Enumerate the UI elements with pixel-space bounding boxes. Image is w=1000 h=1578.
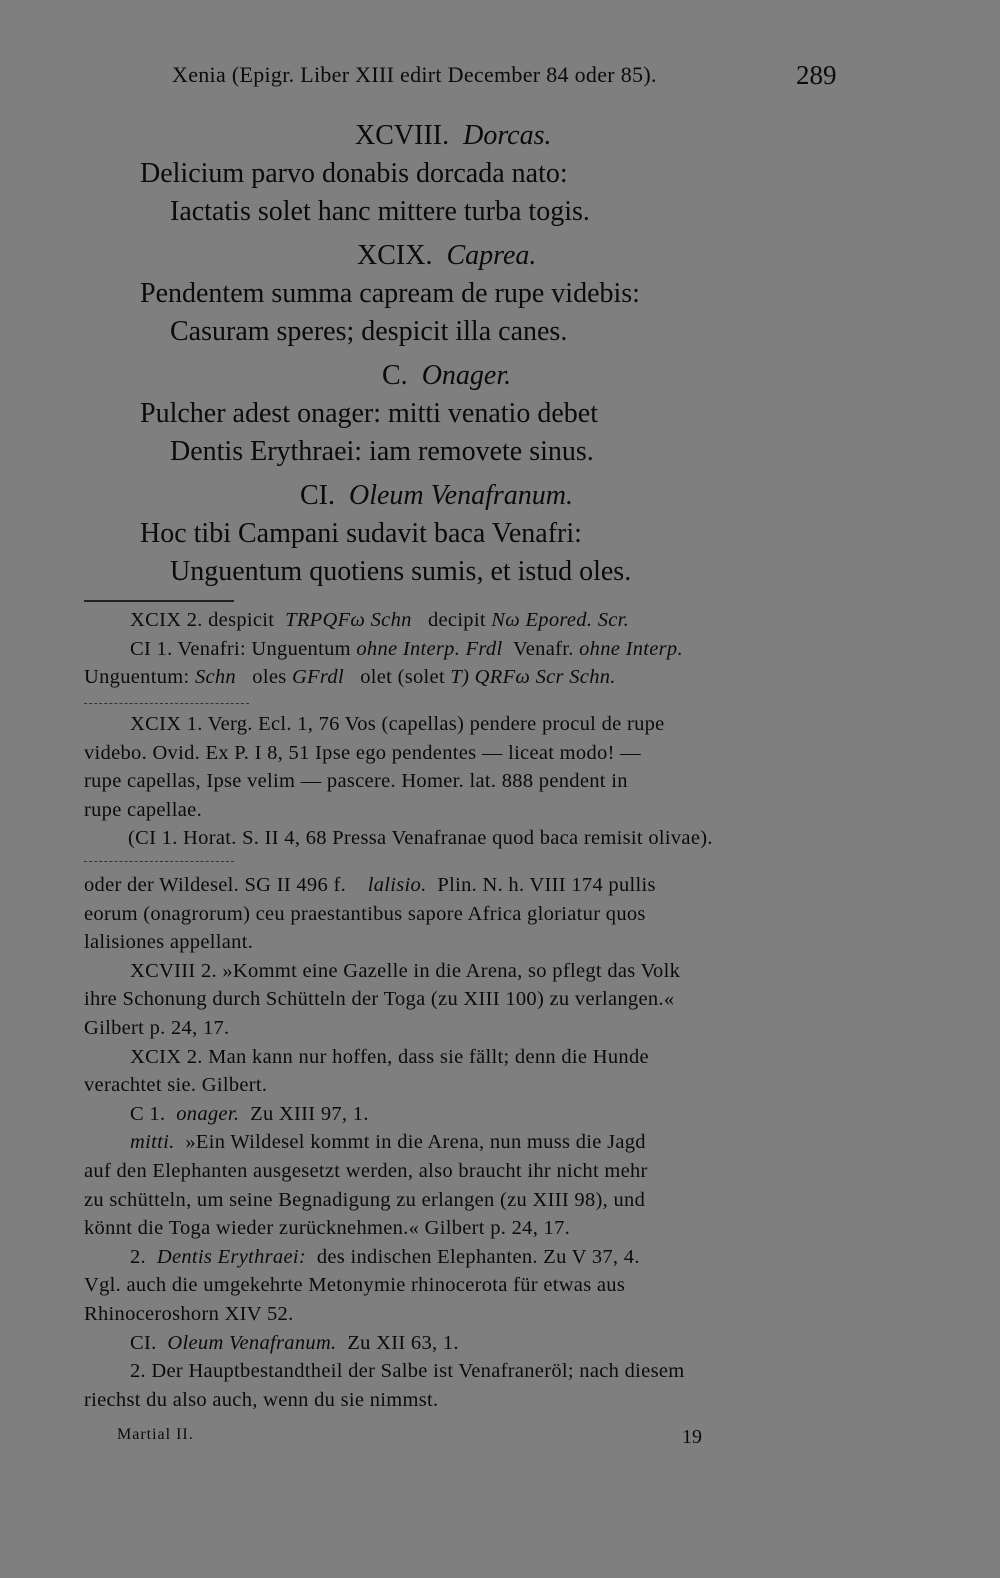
- commentary-line: riechst du also auch, wenn du sie nimmst.: [84, 1388, 439, 1411]
- commentary-line: CI. Oleum Venafranum. Zu XII 63, 1.: [130, 1331, 459, 1354]
- commentary-line: XCVIII 2. »Kommt eine Gazelle in die Arena, so pflegt das Volk: [130, 959, 681, 982]
- epigram-title: Oleum Venafranum.: [349, 480, 573, 511]
- epigram-number: CI.: [300, 480, 335, 511]
- epigram-title: Dorcas.: [463, 120, 552, 151]
- commentary-line: Vgl. auch die umgekehrte Metonymie rhinocerota für etwas aus: [84, 1274, 626, 1297]
- epigram-number: XCIX.: [357, 240, 433, 271]
- apparatus-line: XCIX 2. despicit TRPQFω Schn decipit Nω Epored. Scr.: [130, 609, 630, 631]
- critical-apparatus: [84, 606, 844, 692]
- signature-mark: Martial II.: [117, 1426, 194, 1443]
- epigram-title: Caprea.: [446, 240, 537, 271]
- parallel-passages: [84, 710, 844, 853]
- parallel-line: (CI 1. Horat. S. II 4, 68 Pressa Venafranae quod baca remisit olivae).: [128, 827, 713, 849]
- epigram-heading: [357, 240, 536, 272]
- epigram-number: C.: [382, 360, 408, 391]
- apparatus-line: Unguentum: Schn oles GFrdl olet (solet T) QRFω Scr Schn.: [84, 666, 616, 688]
- epigram-heading: [300, 480, 573, 512]
- verse-line-2: Unguentum quotiens sumis, et istud oles.: [170, 556, 632, 587]
- parallel-line: rupe capellas, Ipse velim — pascere. Homer. lat. 888 pendent in: [84, 770, 628, 792]
- commentary-line: eorum (onagrorum) ceu praestantibus sapore Africa gloriatur quos: [84, 902, 646, 925]
- commentary: [84, 871, 844, 1414]
- running-title: Xenia (Epigr. Liber XIII edirt December 84 oder 85).: [172, 62, 657, 87]
- page-number: 289: [796, 60, 837, 90]
- epigram-heading: [382, 360, 511, 392]
- verse-line-1: Delicium parvo donabis dorcada nato:: [140, 158, 568, 189]
- parallel-line: XCIX 1. Verg. Ecl. 1, 76 Vos (capellas) pendere procul de rupe: [130, 713, 665, 735]
- commentary-line: mitti. »Ein Wildesel kommt in die Arena, nun muss die Jagd: [130, 1131, 646, 1154]
- verse-line-2: Iactatis solet hanc mittere turba togis.: [170, 196, 590, 227]
- commentary-line: Rhinoceroshorn XIV 52.: [84, 1302, 294, 1325]
- commentary-line: Gilbert p. 24, 17.: [84, 1016, 230, 1039]
- epigram-title: Onager.: [421, 360, 512, 391]
- epigram-number: XCVIII.: [355, 120, 450, 151]
- commentary-line: lalisiones appellant.: [84, 931, 254, 954]
- commentary-line: verachtet sie. Gilbert.: [84, 1074, 268, 1097]
- commentary-line: oder der Wildesel. SG II 496 f. lalisio. Plin. N. h. VIII 174 pullis: [84, 874, 656, 896]
- commentary-line: ihre Schonung durch Schütteln der Toga (zu XIII 100) zu verlangen.«: [84, 988, 675, 1011]
- parallels-divider: [84, 703, 249, 704]
- commentary-line: 2. Der Hauptbestandtheil der Salbe ist Venafraneröl; nach diesem: [130, 1360, 685, 1383]
- verse-line-1: Pendentem summa capream de rupe videbis:: [140, 278, 640, 309]
- apparatus-line: CI 1. Venafri: Unguentum ohne Interp. Frdl Venafr. ohne Interp.: [130, 637, 683, 660]
- commentary-divider: [84, 861, 234, 862]
- commentary-line: C 1. onager. Zu XIII 97, 1.: [130, 1102, 369, 1125]
- apparatus-divider: [84, 600, 234, 602]
- verse-line-2: Casuram speres; despicit illa canes.: [170, 316, 568, 347]
- epigram-heading: [355, 120, 552, 152]
- commentary-line: zu schütteln, um seine Begnadigung zu erlangen (zu XIII 98), und: [84, 1188, 646, 1211]
- commentary-line: XCIX 2. Man kann nur hoffen, dass sie fällt; denn die Hunde: [130, 1045, 649, 1068]
- verse-line-1: Pulcher adest onager: mitti venatio debet: [140, 398, 598, 429]
- sheet-number: 19: [682, 1426, 702, 1448]
- commentary-line: könnt die Toga wieder zurücknehmen.« Gilbert p. 24, 17.: [84, 1217, 571, 1240]
- commentary-line: 2. Dentis Erythraei: des indischen Elephanten. Zu V 37, 4.: [130, 1245, 640, 1268]
- parallel-line: videbo. Ovid. Ex P. I 8, 51 Ipse ego pendentes — liceat modo! —: [84, 741, 641, 764]
- verse-line-1: Hoc tibi Campani sudavit baca Venafri:: [140, 518, 582, 549]
- parallel-line: rupe capellae.: [84, 798, 203, 821]
- page-header: [0, 60, 1000, 100]
- commentary-line: auf den Elephanten ausgesetzt werden, also braucht ihr nicht mehr: [84, 1159, 648, 1182]
- verse-line-2: Dentis Erythraei: iam removete sinus.: [170, 436, 594, 467]
